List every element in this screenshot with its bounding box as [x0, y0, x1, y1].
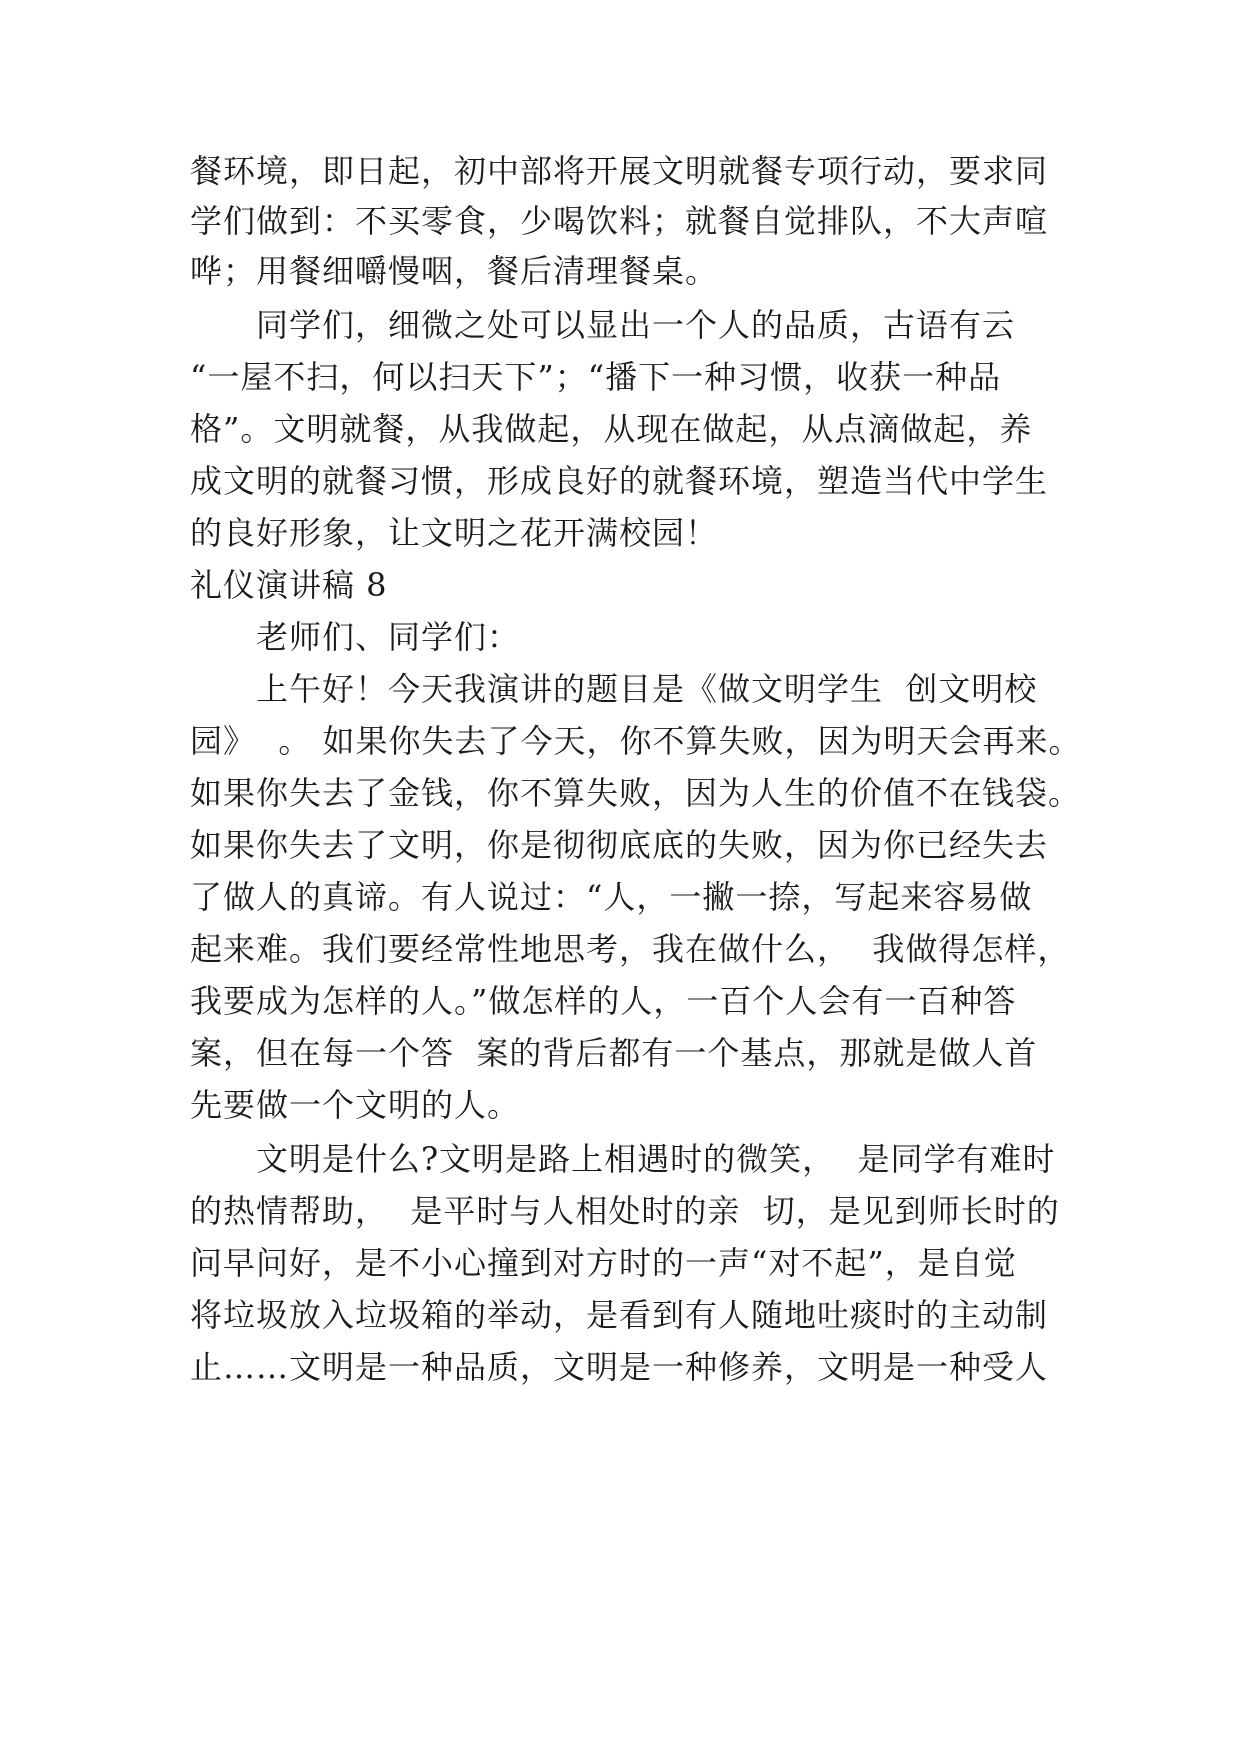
text-line: 园》 。 如果你失去了今天，你不算失败，因为明天会再来。	[190, 722, 1082, 760]
text-line: 先要做一个文明的人。	[190, 1086, 521, 1124]
text-line: 成文明的就餐习惯，形成良好的就餐环境，塑造当代中学生	[190, 462, 1049, 500]
text-line: 格”。文明就餐，从我做起，从现在做起，从点滴做起，养	[190, 410, 1033, 448]
text-line: 问早问好，是不小心撞到对方时的一声“对不起”，是自觉	[190, 1244, 1017, 1282]
greeting-line: 老师们、同学们：	[256, 618, 521, 656]
text-line: 将垃圾放入垃圾箱的举动，是看到有人随地吐痰时的主动制	[190, 1296, 1049, 1334]
text-line: 起来难。我们要经常性地思考，我在做什么， 我做得怎样，	[190, 930, 1071, 968]
text-line: 餐环境，即日起，初中部将开展文明就餐专项行动，要求同	[190, 152, 1049, 190]
text-line: 学们做到：不买零食，少喝饮料；就餐自觉排队，不大声喧	[190, 202, 1049, 240]
text-line: 了做人的真谛。有人说过：“人，一撇一捺，写起来容易做	[190, 878, 1033, 916]
text-line: 如果你失去了文明，你是彻彻底底的失败，因为你已经失去	[190, 826, 1049, 864]
text-line: “一屋不扫，何以扫天下”；“播下一种习惯，收获一种品	[190, 358, 1002, 396]
section-heading: 礼仪演讲稿 8	[190, 566, 388, 604]
paragraph-first-line: 同学们，细微之处可以显出一个人的品质，古语有云	[256, 306, 1016, 344]
text-line: 哗；用餐细嚼慢咽，餐后清理餐桌。	[190, 252, 719, 290]
paragraph-first-line: 上午好！今天我演讲的题目是《做文明学生 创文明校	[256, 670, 1038, 708]
text-line: 如果你失去了金钱，你不算失败，因为人生的价值不在钱袋。	[190, 774, 1082, 812]
text-line: 的热情帮助， 是平时与人相处时的亲 切，是见到师长时的	[190, 1192, 1060, 1230]
text-line: 案，但在每一个答 案的背后都有一个基点，那就是做人首	[190, 1034, 1038, 1072]
text-line: 的良好形象，让文明之花开满校园！	[190, 514, 719, 552]
paragraph-first-line: 文明是什么?文明是路上相遇时的微笑， 是同学有难时	[256, 1140, 1056, 1178]
text-line: 止……文明是一种品质，文明是一种修养，文明是一种受人	[190, 1348, 1049, 1386]
text-line: 我要成为怎样的人。”做怎样的人，一百个人会有一百种答	[190, 982, 1017, 1020]
